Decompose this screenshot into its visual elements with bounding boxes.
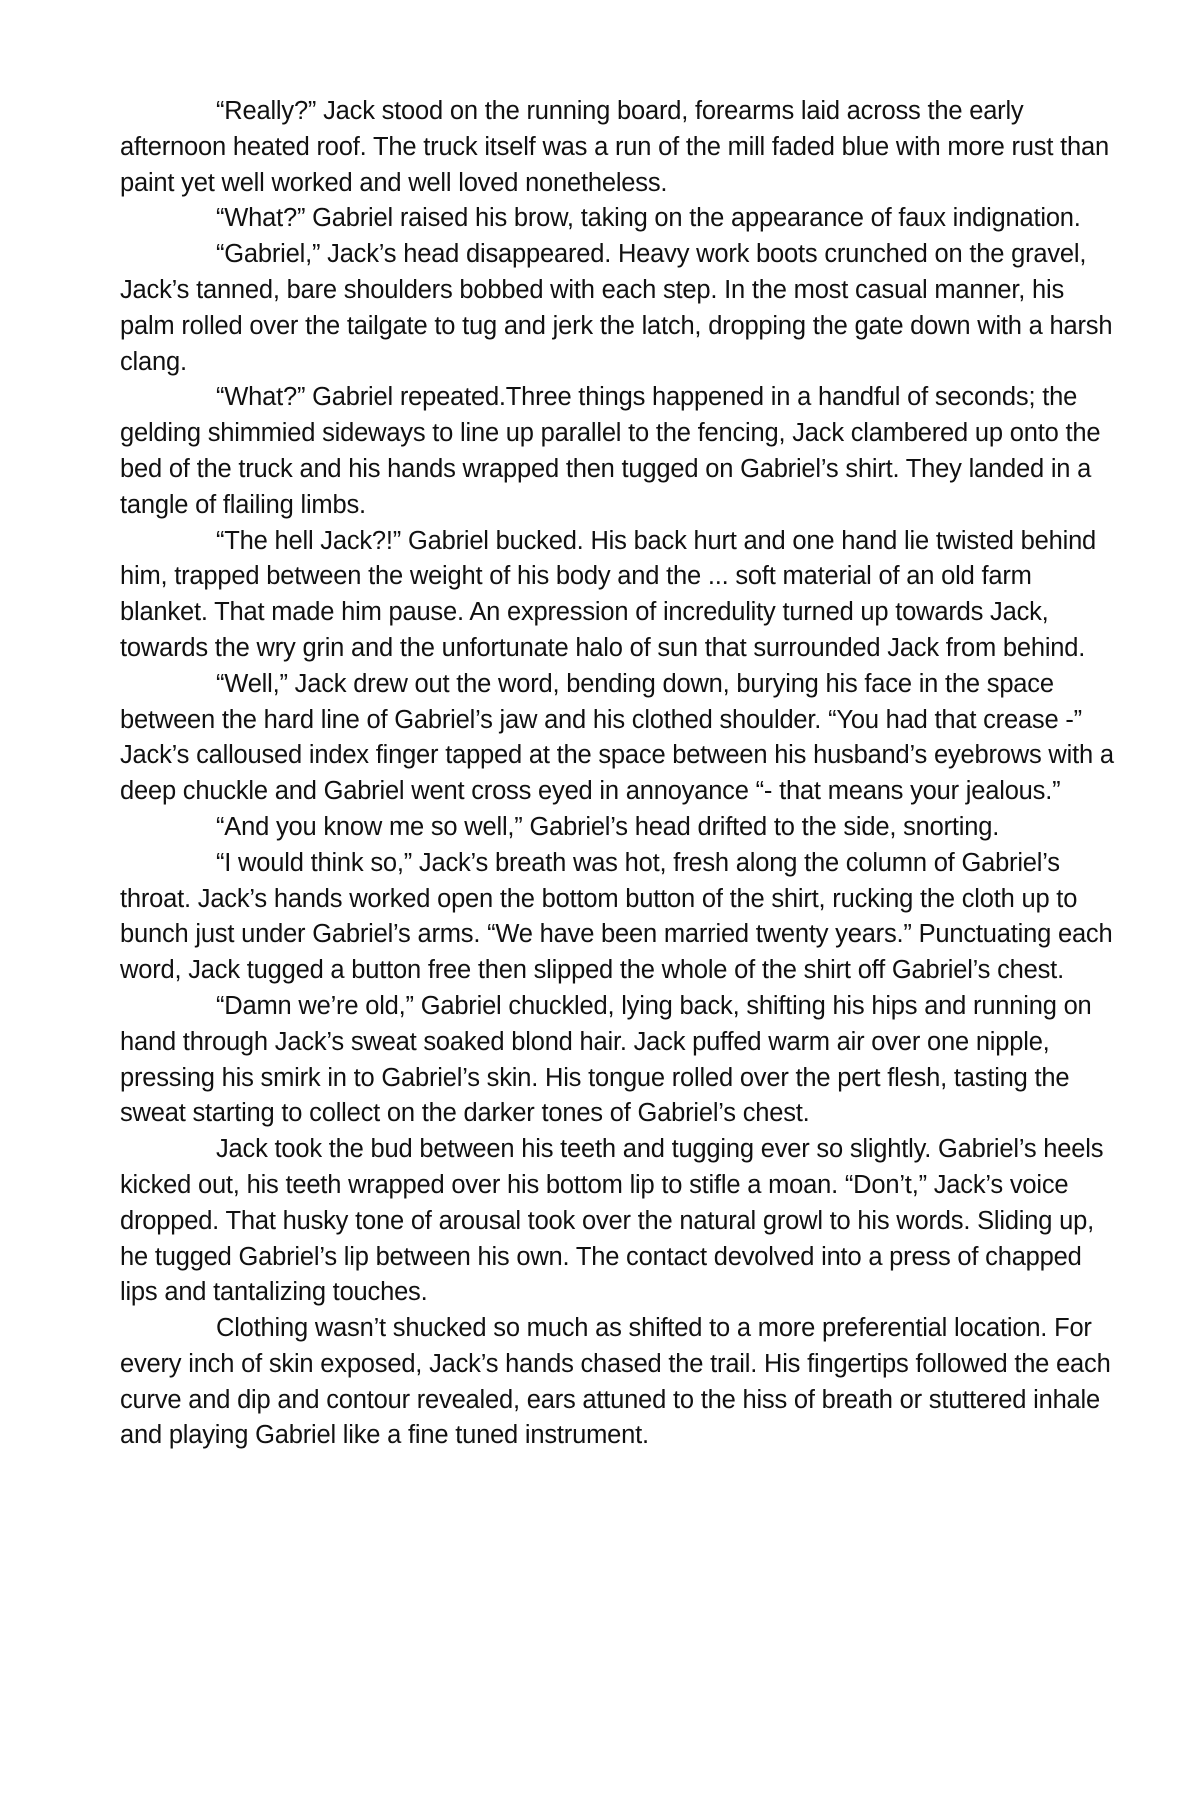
paragraph-2: “What?” Gabriel raised his brow, taking on the appearance of faux indignation.	[216, 204, 1081, 233]
paragraph-11: Clothing wasn’t shucked so much as shifted to a more preferential location. For every inch of skin exposed, Jack’s hands chased the trail. His fingertips followed the each curve and dip and contour revealed, ears attuned to the hiss of breath or stuttered inhale and playing Gabriel like a fine tuned instrument.	[120, 1314, 1111, 1450]
paragraph-10: Jack took the bud between his teeth and tugging ever so slightly. Gabriel’s heels kicked out, his teeth wrapped over his bottom lip to stifle a moan. “Don’t,” Jack’s voice dropped. That husky tone of arousal took over the natural growl to his words. Sliding up, he tugged Gabriel’s lip between his own. The contact devolved into a press of chapped lips and tantalizing touches.	[120, 1135, 1104, 1307]
paragraph-9: “Damn we’re old,” Gabriel chuckled, lying back, shifting his hips and running on hand through Jack’s sweat soaked blond hair. Jack puffed warm air over one nipple, pressing his smirk in to Gabriel’s skin. His tongue rolled over the pert flesh, tasting the sweat starting to collect on the darker tones of Gabriel’s chest.	[120, 991, 1092, 1128]
paragraph-8: “I would think so,” Jack’s breath was hot, fresh along the column of Gabriel’s throat. Jack’s hands worked open the bottom button of the shirt, rucking the cloth up to bunch just under Gabriel’s arms. “We have been married twenty years.” Punctuating each word, Jack tugged a button free then slipped the whole of the shirt off Gabriel’s chest.	[120, 848, 1113, 985]
paragraph-1: “Really?” Jack stood on the running board, forearms laid across the early afternoon heated roof. The truck itself was a run of the mill faded blue with more rust than paint yet well worked and well loved nonetheless.	[120, 97, 1109, 197]
paragraph-3: “Gabriel,” Jack’s head disappeared. Heavy work boots crunched on the gravel, Jack’s tanned, bare shoulders bobbed with each step. In the most casual manner, his palm rolled over the tailgate to tug and jerk the latch, dropping the gate down with a harsh clang.	[120, 240, 1113, 376]
paragraph-4: “What?” Gabriel repeated.Three things happened in a handful of seconds; the gelding shimmied sideways to line up parallel to the fencing, Jack clambered up onto the bed of the truck and his hands wrapped then tugged on Gabriel’s shirt. They landed in a tangle of flailing limbs.	[120, 383, 1101, 519]
paragraph-6: “Well,” Jack drew out the word, bending down, burying his face in the space between the hard line of Gabriel’s jaw and his clothed shoulder. “You had that crease -” Jack’s calloused index finger tapped at the space between his husband’s eyebrows with a deep chuckle and Gabriel went cross eyed in annoyance “- that means your jealous.”	[120, 669, 1114, 806]
document-body	[120, 94, 1116, 1454]
paragraph-7: “And you know me so well,” Gabriel’s head drifted to the side, snorting.	[216, 812, 1000, 841]
paragraph-5: “The hell Jack?!” Gabriel bucked. His back hurt and one hand lie twisted behind him, trapped between the weight of his body and the ... soft material of an old farm blanket. That made him pause. An expression of incredulity turned up towards Jack, towards the wry grin and the unfortunate halo of sun that surrounded Jack from behind.	[120, 526, 1097, 662]
